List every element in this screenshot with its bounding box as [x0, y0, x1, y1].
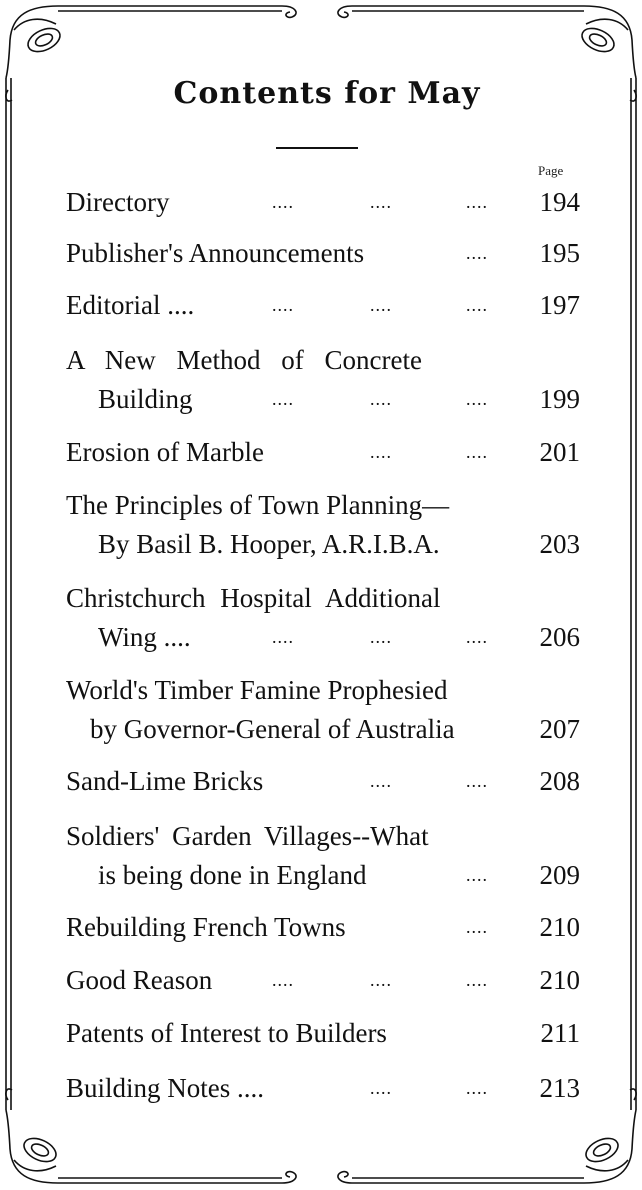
toc-entry [66, 183, 580, 222]
toc-page-number: 194 [539, 187, 580, 217]
toc-entry-title: A New Method of Concrete [66, 345, 422, 375]
leader-dots: .... [272, 389, 294, 409]
toc-entry [66, 1069, 580, 1108]
toc-entry-title-continued: by Governor-General of Australia [90, 714, 455, 744]
toc-page-number: 210 [539, 965, 580, 995]
toc-page-number: 201 [539, 437, 580, 467]
toc-entry [66, 762, 580, 801]
toc-entry-title: Christchurch Hospital Additional [66, 583, 441, 613]
toc-page-number: 203 [539, 529, 580, 559]
leader-dots: .... [370, 970, 392, 990]
toc-page-number: 199 [539, 384, 580, 414]
leader-dots: .... [466, 627, 488, 647]
leader-dots: .... [370, 295, 392, 315]
toc-page-number: 213 [539, 1073, 580, 1103]
leader-dots: .... [370, 442, 392, 462]
leader-dots: .... [466, 917, 488, 937]
toc-entry [66, 671, 580, 749]
toc-entry [66, 341, 580, 419]
top-scroll-left-ornament [282, 6, 296, 17]
toc-entry [66, 817, 580, 895]
toc-entry-title: Editorial .... [66, 290, 195, 320]
toc-entry [66, 579, 580, 657]
toc-page-number: 209 [539, 860, 580, 890]
leader-dots: .... [370, 1078, 392, 1098]
corner-ornament-bottom-right [582, 1089, 636, 1183]
toc-entry-title: The Principles of Town Planning— [66, 490, 450, 520]
toc-entry [66, 961, 580, 1000]
leader-dots: .... [466, 295, 488, 315]
toc-entry [66, 433, 580, 472]
toc-entry-title-continued: Building [98, 384, 193, 414]
toc-entry [66, 286, 580, 325]
toc-entry-title: Sand-Lime Bricks [66, 766, 264, 796]
leader-dots: .... [272, 295, 294, 315]
toc-entry-title: Directory [66, 187, 170, 217]
leader-dots: .... [466, 442, 488, 462]
toc-entry-title: Rebuilding French Towns [66, 912, 346, 942]
page-title: Contents for May [173, 76, 481, 111]
toc-page-number: 195 [539, 238, 580, 268]
toc-entry [66, 486, 580, 564]
toc-entry [66, 1014, 580, 1053]
leader-dots: .... [272, 627, 294, 647]
toc-entry [66, 908, 580, 947]
toc-entry-title: Good Reason [66, 965, 213, 995]
top-scroll-right-ornament [338, 6, 352, 17]
corner-ornament-bottom-left [6, 1089, 60, 1183]
toc-entry-title: Soldiers' Garden Villages--What [66, 821, 429, 851]
leader-dots: .... [466, 970, 488, 990]
leader-dots: .... [272, 192, 294, 212]
leader-dots: .... [466, 243, 488, 263]
toc-entry-title: World's Timber Famine Prophesied [66, 675, 448, 705]
toc-page-number: 208 [539, 766, 580, 796]
leader-dots: .... [370, 389, 392, 409]
leader-dots: .... [370, 771, 392, 791]
leader-dots: .... [370, 192, 392, 212]
leader-dots: .... [466, 192, 488, 212]
leader-dots: .... [466, 389, 488, 409]
toc-entry-title: Patents of Interest to Builders [66, 1018, 387, 1048]
toc-entry-title: Erosion of Marble [66, 437, 264, 467]
toc-page-number: 206 [539, 622, 580, 652]
leader-dots: .... [272, 970, 294, 990]
toc-page-number: 211 [540, 1018, 580, 1048]
toc-entry-title-continued: By Basil B. Hooper, A.R.I.B.A. [98, 529, 440, 559]
page-column-label: Page [538, 163, 564, 178]
toc-entry-title: Publisher's Announcements [66, 238, 365, 268]
leader-dots: .... [370, 627, 392, 647]
toc-entry-title: Building Notes .... [66, 1073, 265, 1103]
toc-entry [66, 234, 580, 273]
toc-page-number: 197 [539, 290, 580, 320]
leader-dots: .... [466, 1078, 488, 1098]
toc-page-number: 210 [539, 912, 580, 942]
toc-page-number: 207 [539, 714, 580, 744]
title-divider [276, 147, 358, 149]
toc-entry-title-continued: is being done in England [98, 860, 367, 890]
leader-dots: .... [466, 865, 488, 885]
leader-dots: .... [466, 771, 488, 791]
toc-entry-title-continued: Wing .... [98, 622, 191, 652]
